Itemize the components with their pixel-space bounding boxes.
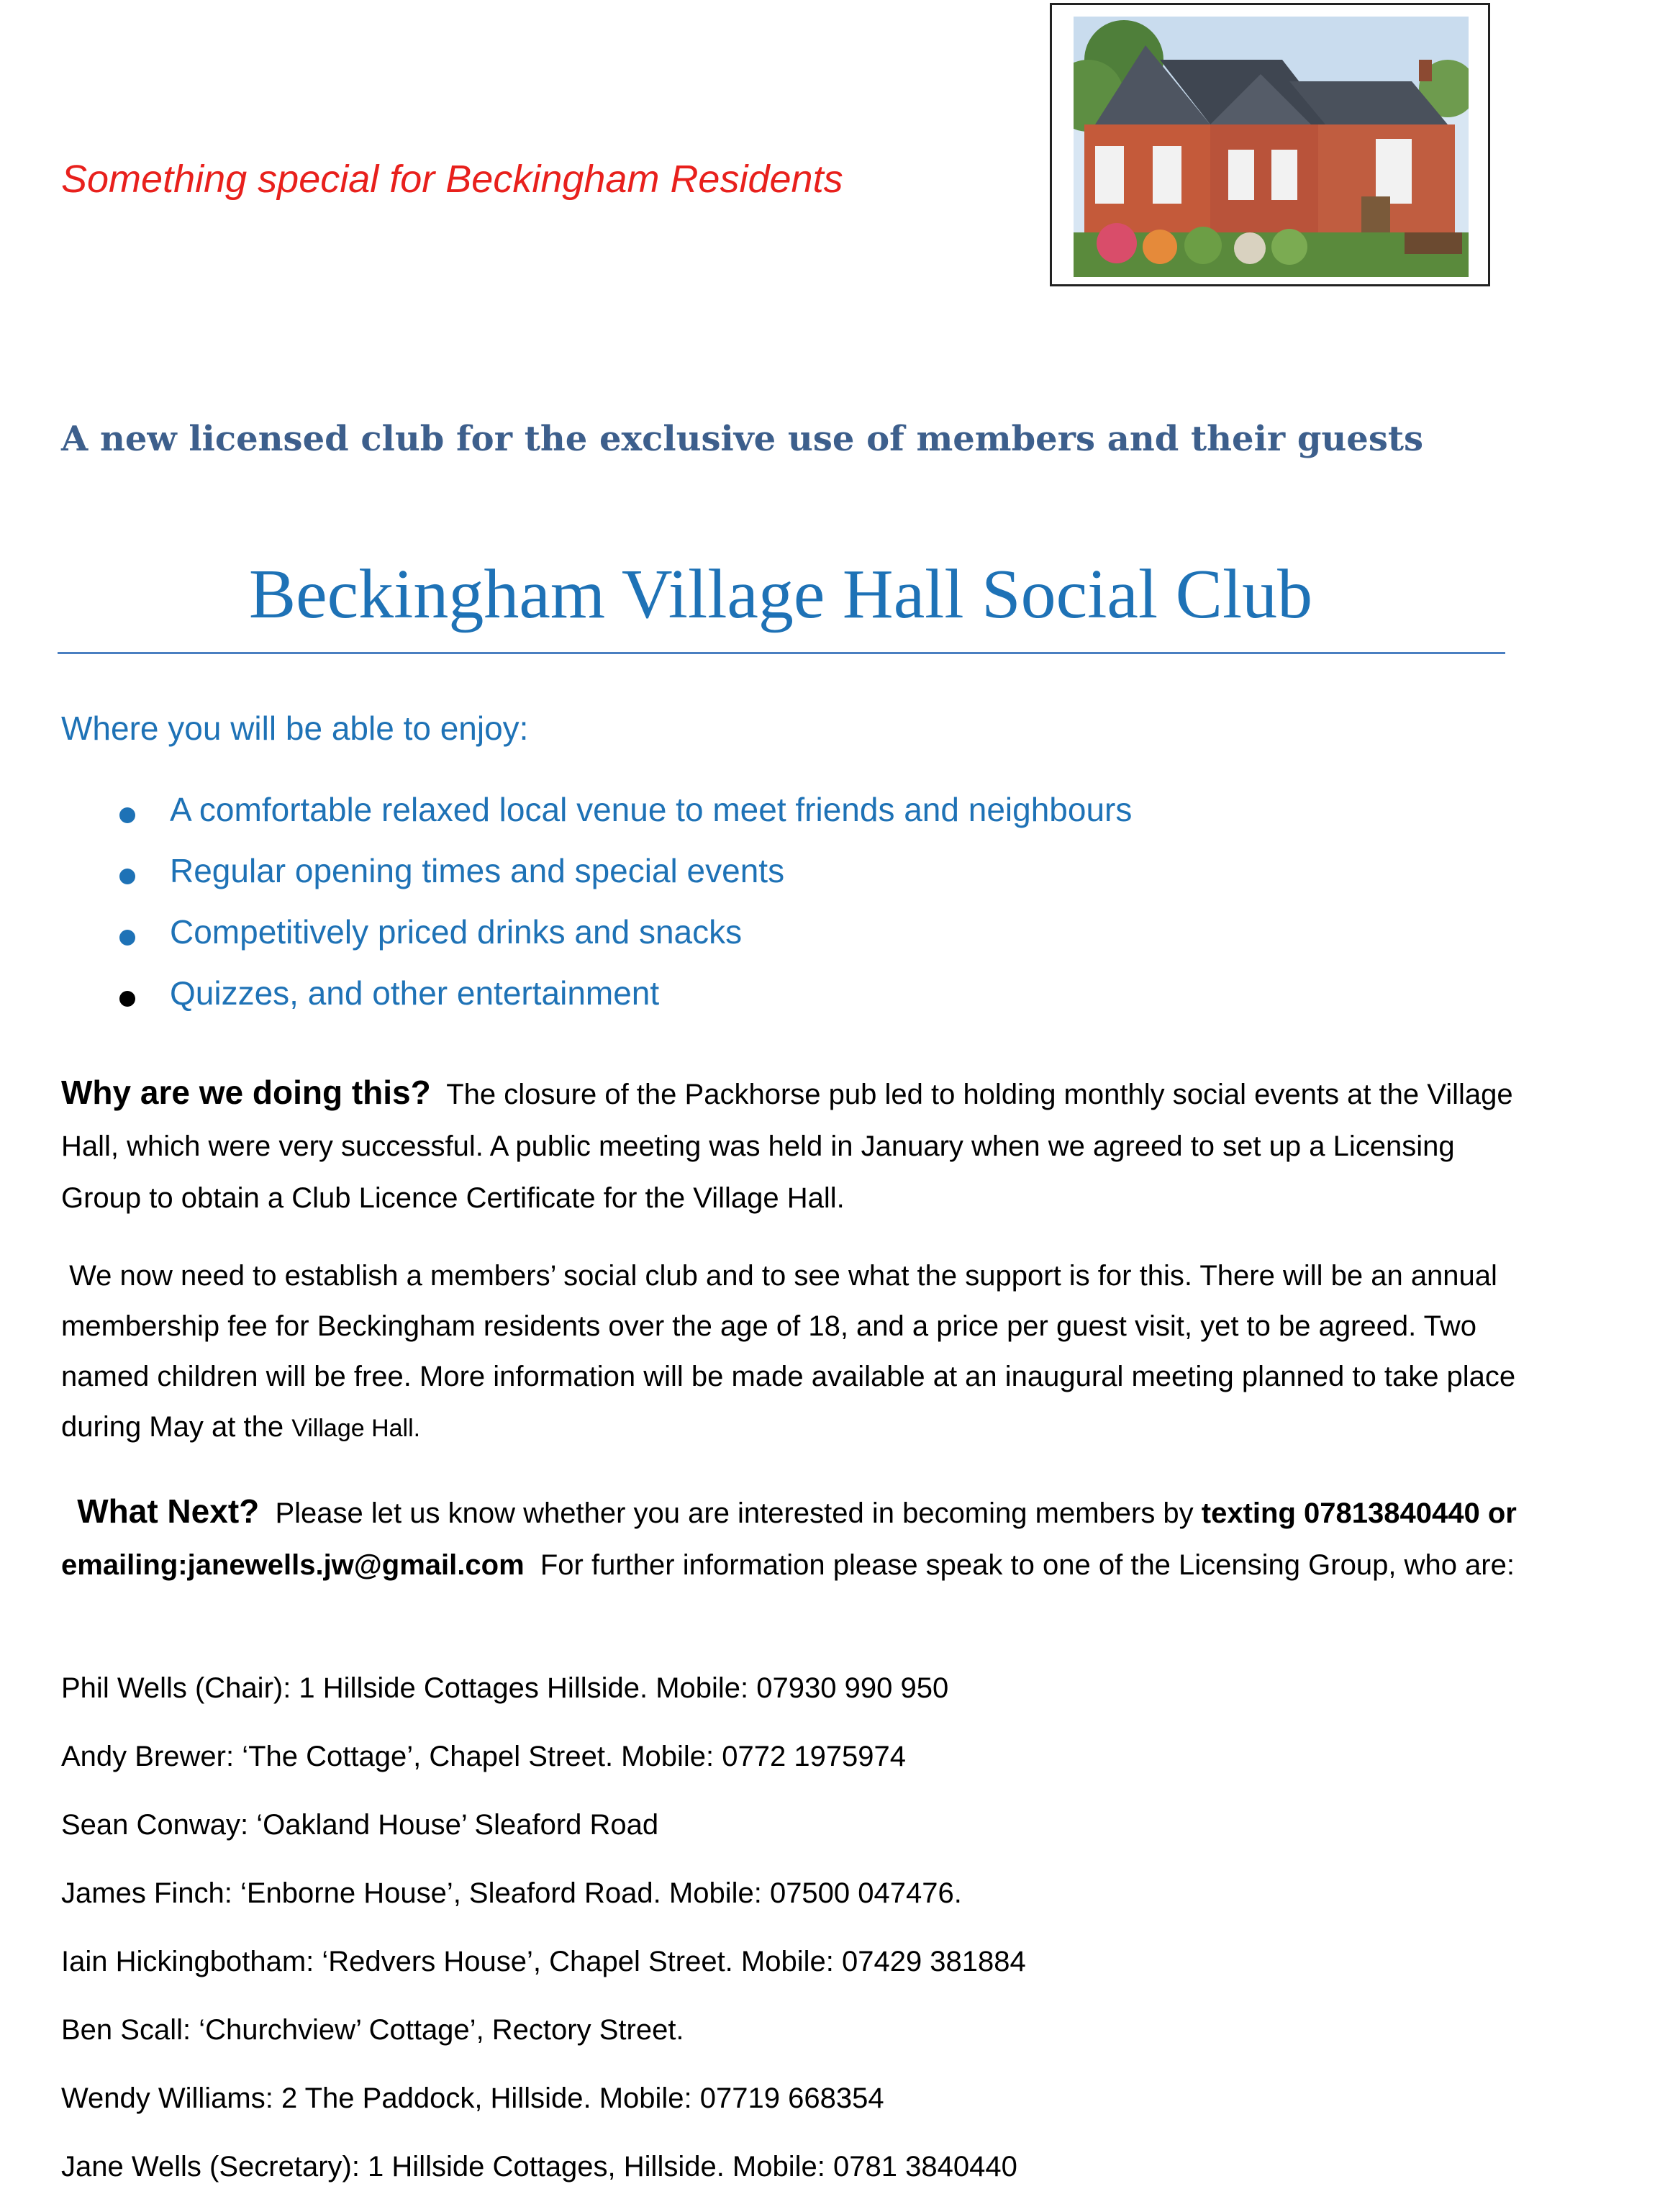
tagline: Something special for Beckingham Residents bbox=[61, 158, 843, 201]
contact-details: texting 07813840440 or emailing:janewells.jw@gmail.com bbox=[61, 1497, 1517, 1581]
list-item: Ben Scall: ‘Churchview’ Cottage’, Rectory Street. bbox=[61, 2014, 684, 2046]
list-item bbox=[115, 790, 1132, 851]
enjoy-list bbox=[115, 790, 1132, 1035]
why-body: The closure of the Packhorse pub led to holding monthly social events at the Village Hall, which were very successful. A public meeting was held in January when we agreed to set up a Licensing Group to obtain a Club Licence Certificate for the Village Hall. bbox=[61, 1079, 1513, 1214]
list-item-text: Quizzes, and other entertainment bbox=[170, 974, 660, 1012]
list-item-text: A comfortable relaxed local venue to meet friends and neighbours bbox=[170, 791, 1133, 828]
list-item: James Finch: ‘Enborne House’, Sleaford Road. Mobile: 07500 047476. bbox=[61, 1877, 962, 1909]
establish-paragraph bbox=[61, 1251, 1529, 1454]
what-next-heading: What Next? bbox=[77, 1492, 260, 1530]
establish-body: We now need to establish a members’ social club and to see what the support is for this. There will be an annual membership fee for Beckingham residents over the age of 18, and a price per guest visit, yet to be agreed. Two named children will be free. More information will be made available at an inaugural meeting planned to take place during May at the bbox=[61, 1260, 1516, 1443]
list-item bbox=[115, 912, 1132, 974]
why-heading: Why are we doing this? bbox=[61, 1074, 431, 1111]
list-item: Iain Hickingbotham: ‘Redvers House’, Chapel Street. Mobile: 07429 381884 bbox=[61, 1946, 1026, 1977]
why-paragraph bbox=[61, 1066, 1529, 1224]
what-next-intro: Please let us know whether you are interested in becoming members by bbox=[275, 1497, 1202, 1529]
list-item: Jane Wells (Secretary): 1 Hillside Cottages, Hillside. Mobile: 0781 3840440 bbox=[61, 2151, 1017, 2182]
establish-venue: Village Hall. bbox=[291, 1415, 421, 1442]
enjoy-intro: Where you will be able to enjoy: bbox=[61, 710, 529, 747]
list-item: Andy Brewer: ‘The Cottage’, Chapel Street. Mobile: 0772 1975974 bbox=[61, 1741, 907, 1772]
list-item: Sean Conway: ‘Oakland House’ Sleaford Road bbox=[61, 1809, 659, 1841]
list-item: Wendy Williams: 2 The Paddock, Hillside. Mobile: 07719 668354 bbox=[61, 2082, 884, 2114]
bullet-icon bbox=[119, 869, 135, 884]
licensing-group-list bbox=[61, 1662, 1026, 2209]
list-item-text: Competitively priced drinks and snacks bbox=[170, 913, 743, 951]
list-item bbox=[115, 974, 1132, 1035]
list-item bbox=[115, 851, 1132, 912]
village-hall-photo bbox=[1050, 3, 1490, 286]
village-hall-illustration bbox=[1074, 17, 1469, 277]
bullet-icon bbox=[119, 807, 135, 823]
list-item: Phil Wells (Chair): 1 Hillside Cottages Hillside. Mobile: 07930 990 950 bbox=[61, 1672, 949, 1704]
title-underline bbox=[58, 652, 1505, 654]
bullet-icon bbox=[119, 930, 135, 946]
subheading: A new licensed club for the exclusive use of members and their guests bbox=[61, 419, 1424, 459]
bullet-icon bbox=[119, 991, 135, 1007]
page-title: Beckingham Village Hall Social Club bbox=[248, 556, 1313, 633]
what-next-outro: For further information please speak to one of the Licensing Group, who are: bbox=[540, 1549, 1515, 1581]
what-next-paragraph bbox=[61, 1485, 1529, 1591]
list-item-text: Regular opening times and special events bbox=[170, 852, 785, 889]
